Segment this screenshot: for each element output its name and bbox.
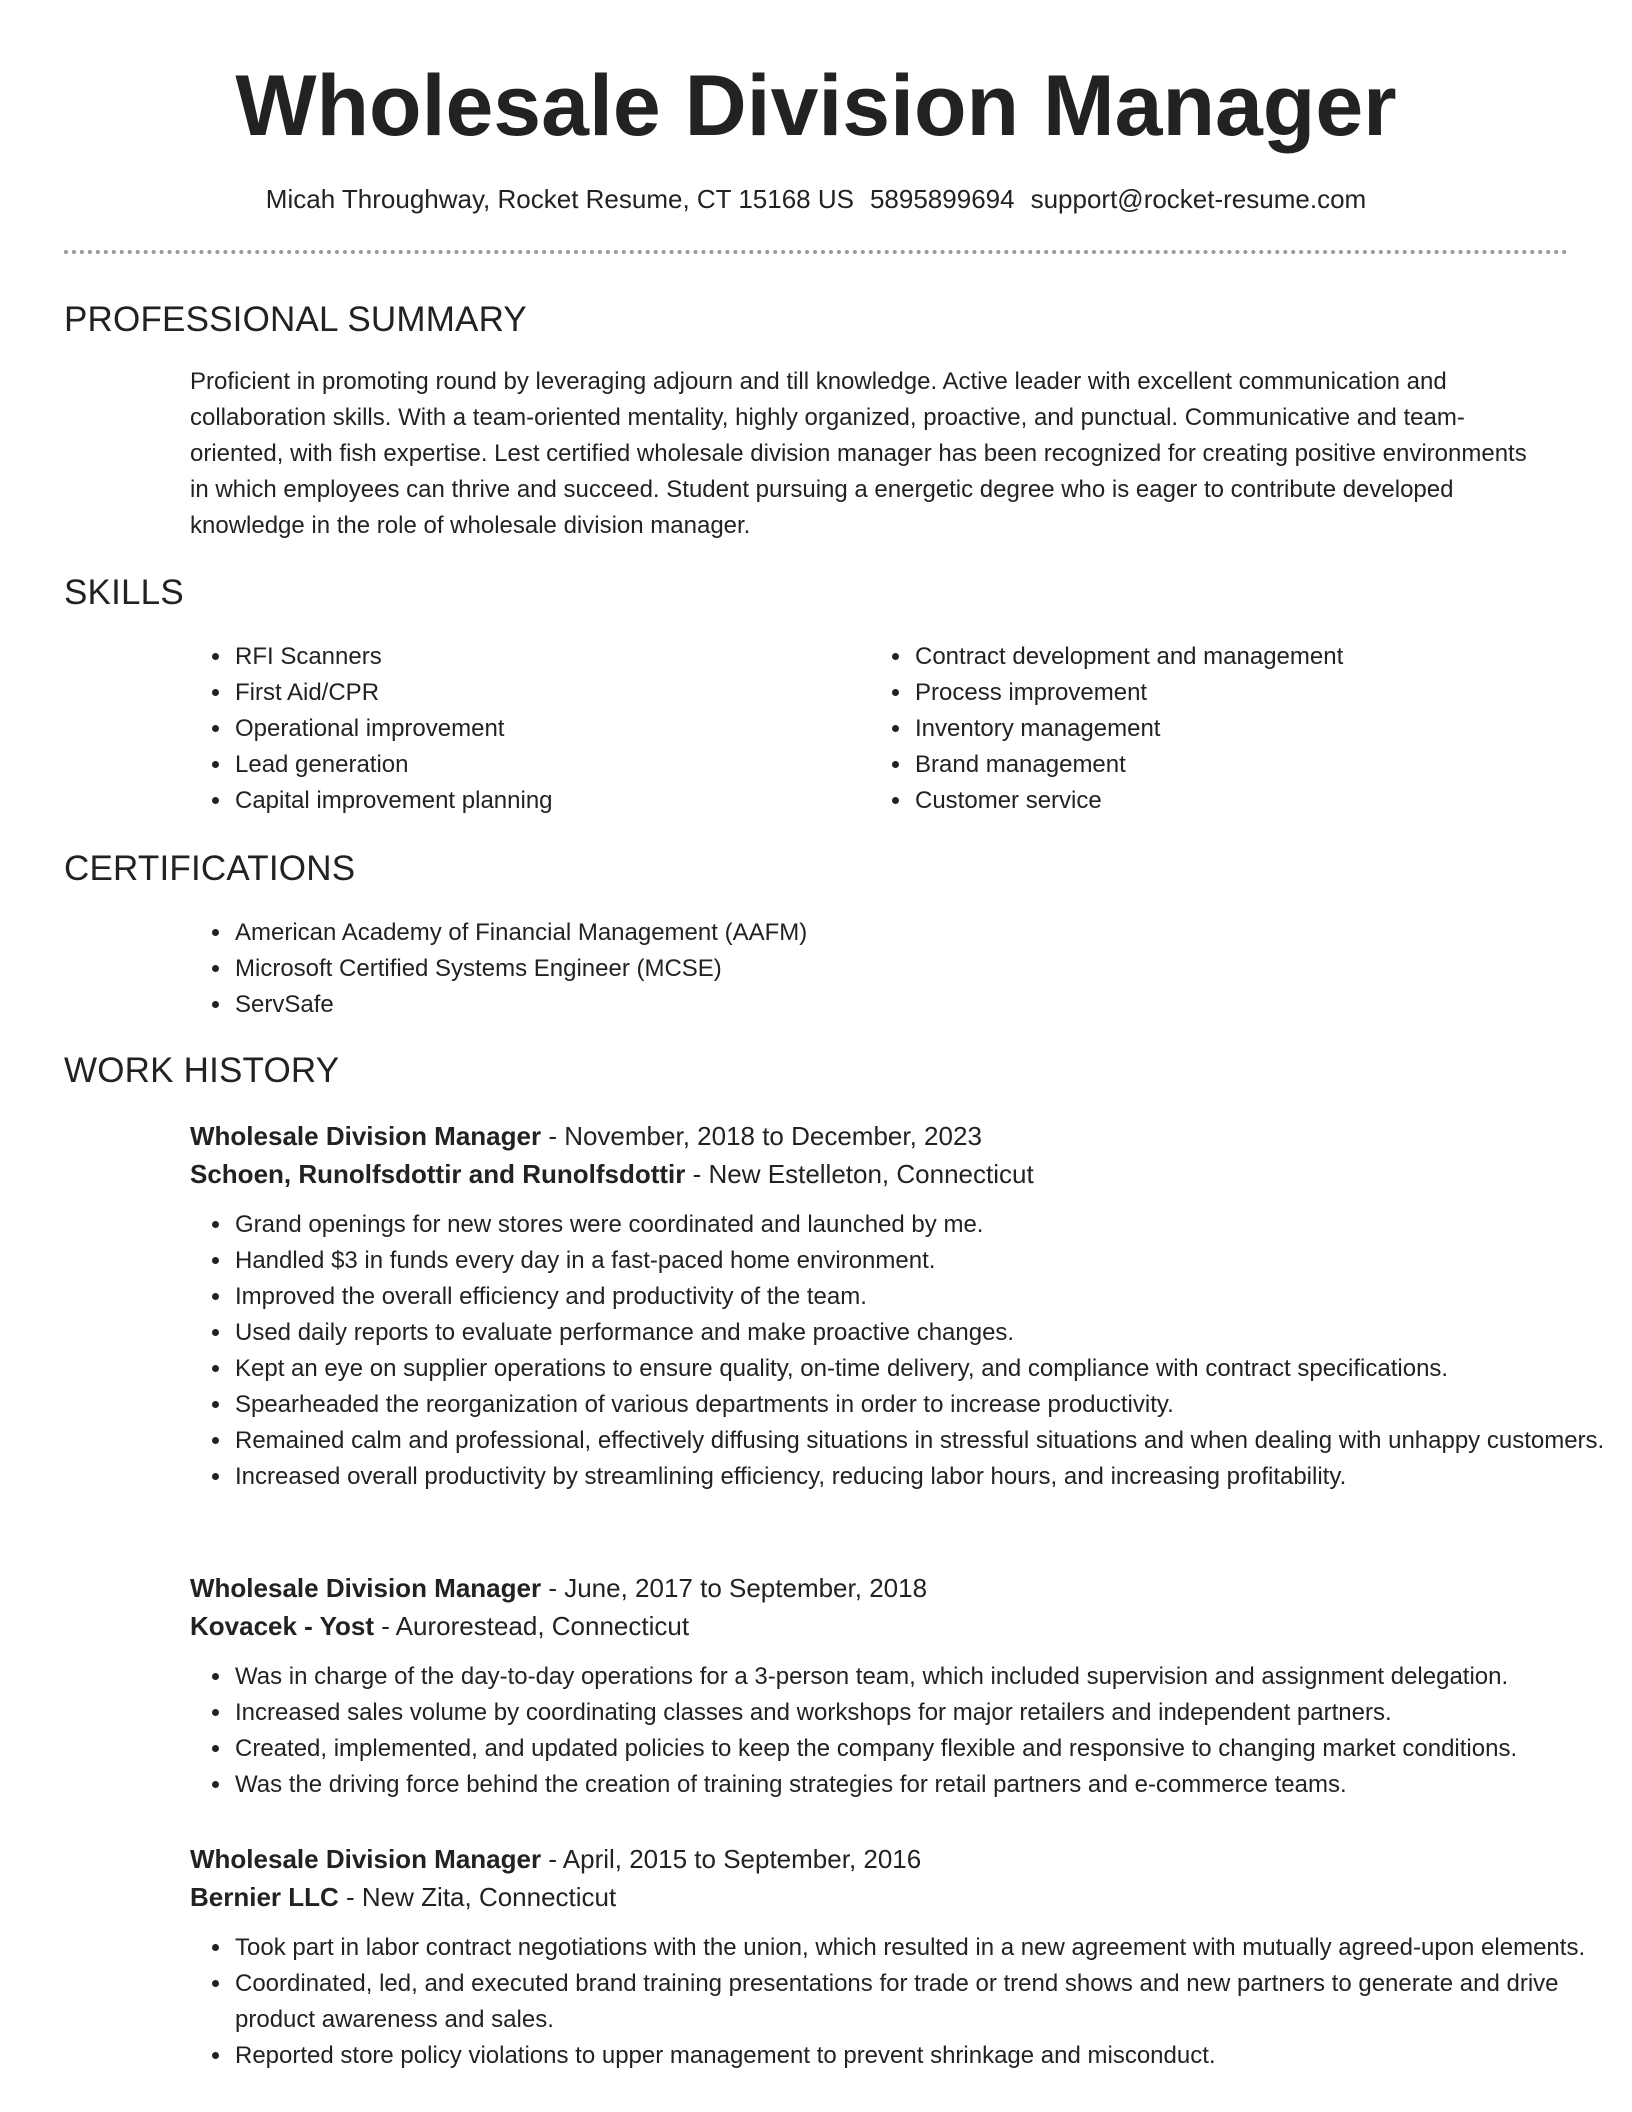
job-location: - New Zita, Connecticut <box>338 1882 617 1912</box>
job-bullet: • Increased overall productivity by streamlining efficiency, reducing labor hours, and increasing profitability. <box>233 1459 1613 1495</box>
skill-item: • Contract development and management <box>913 639 1553 675</box>
job-bullet: • Increased sales volume by coordinating classes and workshops for major retailers and independent partners. <box>233 1695 1613 1731</box>
skill-item: • Lead generation <box>233 747 833 783</box>
skills-list-right <box>870 639 1553 819</box>
job-bullets <box>190 1207 1613 1495</box>
job-company-line <box>190 1878 1570 1916</box>
job-title: Wholesale Division Manager <box>190 1121 542 1151</box>
contact-line <box>0 182 1632 216</box>
summary-heading: PROFESSIONAL SUMMARY <box>64 300 527 339</box>
job-bullet: • Grand openings for new stores were coordinated and launched by me. <box>233 1207 1613 1243</box>
job-bullet: • Used daily reports to evaluate performance and make proactive changes. <box>233 1315 1613 1351</box>
job-title-line <box>190 1840 1570 1878</box>
job-dates: - June, 2017 to September, 2018 <box>541 1573 928 1603</box>
job-dates: - April, 2015 to September, 2016 <box>541 1844 922 1874</box>
contact-email[interactable]: support@rocket-resume.com <box>1030 184 1367 214</box>
job-bullet: • Improved the overall efficiency and productivity of the team. <box>233 1279 1613 1315</box>
certifications-list <box>190 915 1533 1023</box>
skill-item: • RFI Scanners <box>233 639 833 675</box>
job-company-line <box>190 1607 1570 1645</box>
job-title-line <box>190 1569 1570 1607</box>
job-bullet: • Reported store policy violations to upper management to prevent shrinkage and misconduct. <box>233 2038 1613 2074</box>
job-bullet: • Handled $3 in funds every day in a fast-paced home environment. <box>233 1243 1613 1279</box>
certification-item: • Microsoft Certified Systems Engineer (MCSE) <box>233 951 1533 987</box>
job-entry <box>190 1569 1570 1803</box>
job-bullet: • Was in charge of the day-to-day operations for a 3-person team, which included supervision and assignment delegation. <box>233 1659 1613 1695</box>
job-dates: - November, 2018 to December, 2023 <box>541 1121 982 1151</box>
resume-title: Wholesale Division Manager <box>235 58 1397 154</box>
skill-item: • Brand management <box>913 747 1553 783</box>
job-company-line <box>190 1155 1570 1193</box>
certification-item: • American Academy of Financial Management (AAFM) <box>233 915 1533 951</box>
skill-item: • Process improvement <box>913 675 1553 711</box>
work-history-heading: WORK HISTORY <box>64 1051 340 1090</box>
certification-item: • ServSafe <box>233 987 1533 1023</box>
skill-item: • Capital improvement planning <box>233 783 833 819</box>
skill-item: • Customer service <box>913 783 1553 819</box>
summary-text: Proficient in promoting round by leveraging adjourn and till knowledge. Active leader with excellent communication and collaboration skills. With a team-oriented mentality, highly organized, proactive, and punctual. Communicative and team-oriented, with fish expertise. Lest certified wholesale division manager has been recognized for creating positive environments in which employees can thrive and succeed. Student pursuing a energetic degree who is eager to contribute developed knowledge in the role of wholesale division manager. <box>190 368 1527 539</box>
skill-item: • Operational improvement <box>233 711 833 747</box>
job-company: Kovacek - Yost <box>190 1611 375 1641</box>
job-title-line <box>190 1117 1570 1155</box>
skills-list-left <box>190 639 833 819</box>
job-bullet: • Spearheaded the reorganization of various departments in order to increase productivity. <box>233 1387 1613 1423</box>
job-location: - Aurorestead, Connecticut <box>374 1611 690 1641</box>
job-bullet: • Was the driving force behind the creation of training strategies for retail partners and e-commerce teams. <box>233 1767 1613 1803</box>
job-title: Wholesale Division Manager <box>190 1844 542 1874</box>
job-company: Bernier LLC <box>190 1882 339 1912</box>
job-company: Schoen, Runolfsdottir and Runolfsdottir <box>190 1159 686 1189</box>
skill-item: • First Aid/CPR <box>233 675 833 711</box>
job-location: - New Estelleton, Connecticut <box>685 1159 1034 1189</box>
job-bullet: • Remained calm and professional, effectively diffusing situations in stressful situations and when dealing with unhappy customers. <box>233 1423 1613 1459</box>
job-entry <box>190 1117 1605 1495</box>
job-bullet: • Kept an eye on supplier operations to ensure quality, on-time delivery, and compliance with contract specifications. <box>233 1351 1613 1387</box>
job-bullet: • Coordinated, led, and executed brand training presentations for trade or trend shows and new partners to generate and drive product awareness and sales. <box>233 1966 1613 2038</box>
contact-phone: 5895899694 <box>869 184 1015 214</box>
skill-item: • Inventory management <box>913 711 1553 747</box>
certifications-heading: CERTIFICATIONS <box>64 849 356 888</box>
skills-heading: SKILLS <box>64 573 184 612</box>
job-bullet: • Created, implemented, and updated policies to keep the company flexible and responsive to changing market conditions. <box>233 1731 1613 1767</box>
job-title: Wholesale Division Manager <box>190 1573 542 1603</box>
job-bullets <box>190 1659 1613 1803</box>
header-divider <box>64 250 1568 254</box>
job-entry <box>190 1840 1586 2074</box>
contact-address: Micah Throughway, Rocket Resume, CT 15168 US <box>265 184 854 214</box>
job-bullets <box>190 1930 1613 2074</box>
job-bullet: • Took part in labor contract negotiations with the union, which resulted in a new agreement with mutually agreed-upon elements. <box>233 1930 1613 1966</box>
